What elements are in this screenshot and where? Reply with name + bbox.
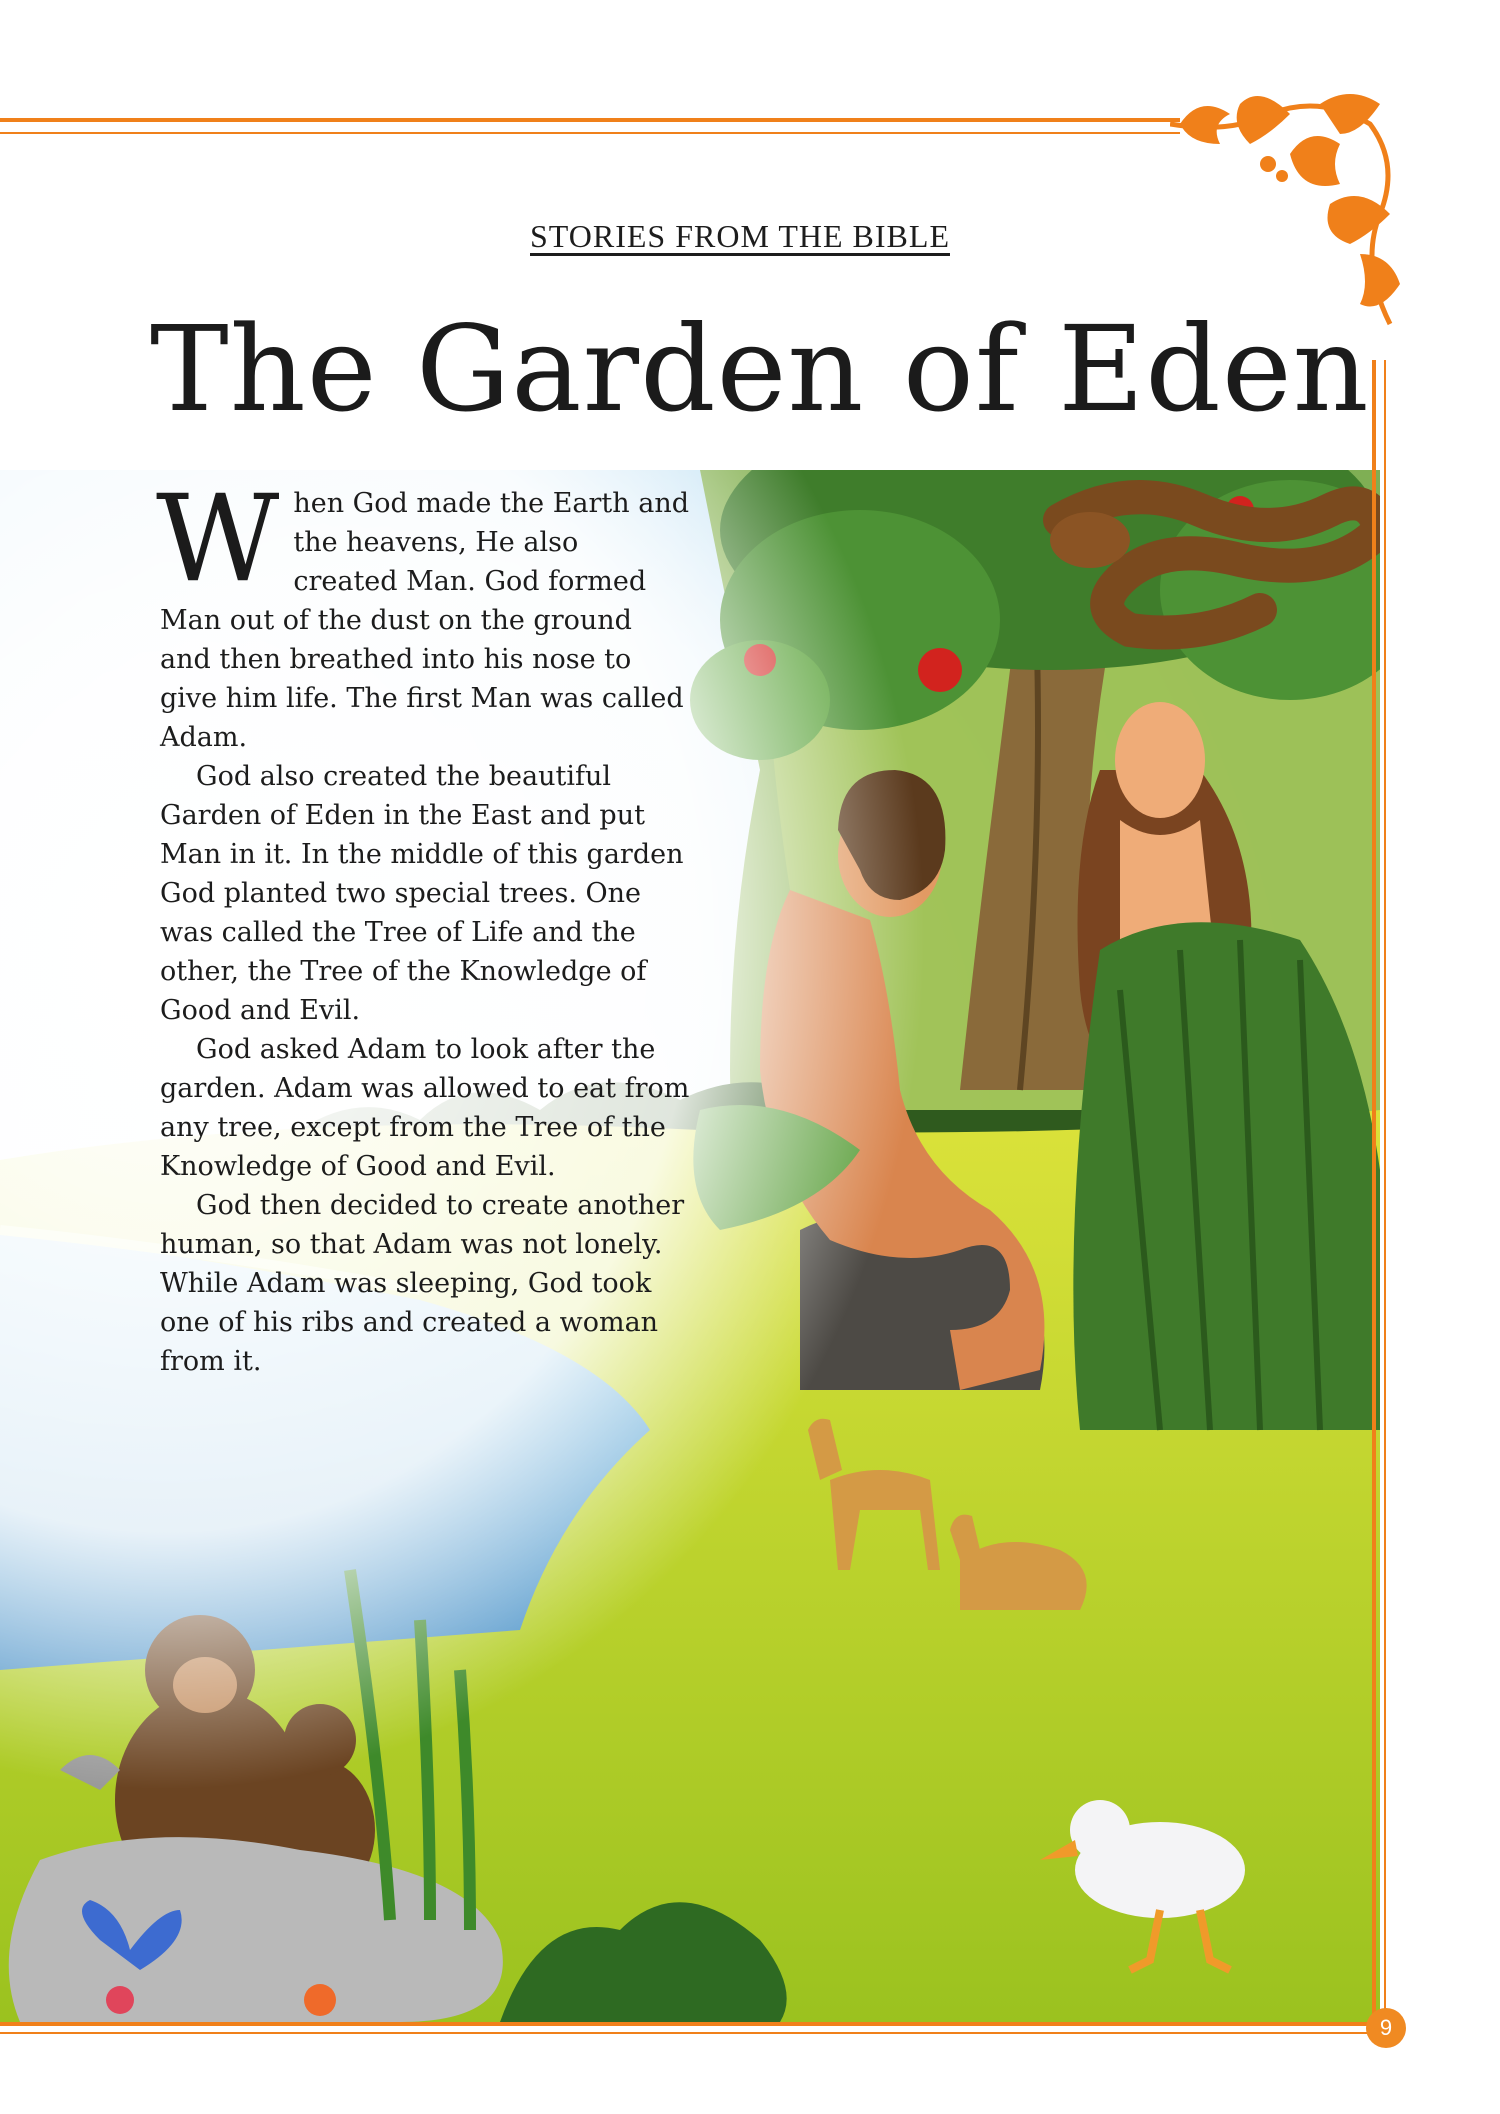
paragraph-2: God also created the beautiful Garden of Eden in the East and put Man in it. In the middle of this garden God planted two special trees. One was called the Tree of Life and the other, the Tree of the Knowledge of Good and Evil. (160, 761, 684, 1026)
top-border-line-thin (0, 132, 1180, 134)
paragraph-1-text: hen God made the Earth and the heavens, He also created Man. God formed Man out of the dust on the ground and then breathed into his nose to give him life. The first Man was called Adam. (160, 488, 690, 753)
page-number: 9 (1366, 2008, 1406, 2048)
paragraph-4: God then decided to create another human, so that Adam was not lonely. While Adam was sleeping, God took one of his ribs and created a woman from it. (160, 1190, 685, 1377)
right-border-line (1372, 360, 1376, 2025)
story-text (156, 470, 690, 1381)
page-title: The Garden of Eden (150, 300, 1370, 438)
right-border-line-thin (1384, 360, 1386, 2025)
bottom-border-line-thin (0, 2032, 1376, 2034)
paragraph-1 (156, 470, 690, 757)
paragraph-3: God asked Adam to look after the garden. Adam was allowed to eat from any tree, except from the Tree of the Knowledge of Good and Evil. (160, 1034, 690, 1182)
top-border-line (0, 118, 1180, 122)
drop-cap: W (156, 470, 280, 609)
bottom-border-line (0, 2022, 1376, 2026)
series-heading: STORIES FROM THE BIBLE (530, 218, 950, 254)
